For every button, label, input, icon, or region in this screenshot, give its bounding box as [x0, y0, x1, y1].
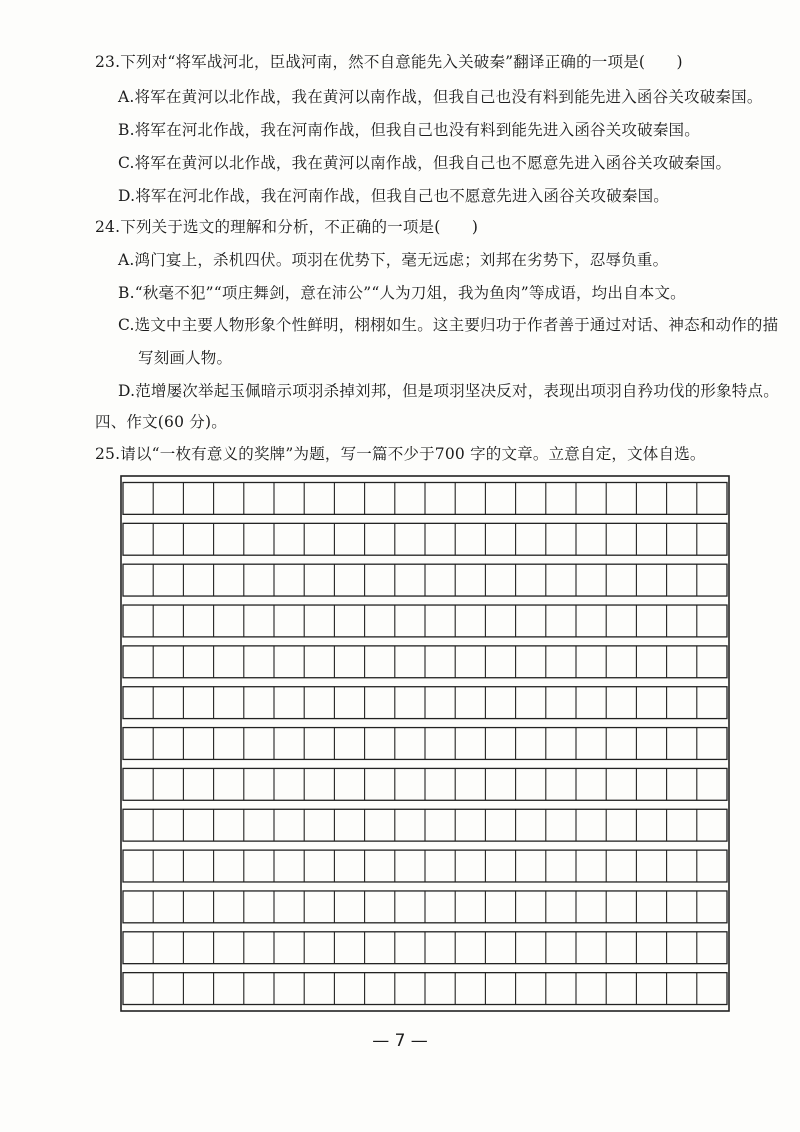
q23-option-c: C.将军在黄河以北作战，我在黄河以南作战，但我自己也不愿意先进入函谷关攻破秦国。 [118, 154, 732, 172]
q24-option-c-line2: 写刻画人物。 [138, 349, 233, 367]
q24-option-b: B.“秋毫不犯”“项庄舞剑，意在沛公”“人为刀俎，我为鱼肉”等成语，均出自本文。 [118, 284, 686, 302]
q23-option-b: B.将军在河北作战，我在河南作战，但我自己也没有料到能先进入函谷关攻破秦国。 [118, 121, 700, 139]
writing-grid-row [123, 646, 727, 678]
writing-grid-row [123, 564, 727, 596]
q24-option-a: A.鸿门宴上，杀机四伏。项羽在优势下，毫无远虑；刘邦在劣势下，忍辱负重。 [118, 251, 669, 269]
q24-option-d: D.范增屡次举起玉佩暗示项羽杀掉刘邦，但是项羽坚决反对，表现出项羽自矜功伐的形象特点。 [118, 382, 779, 400]
page-number: — 7 — [372, 1031, 428, 1051]
writing-grid-svg [120, 475, 730, 1012]
writing-grid-row [123, 891, 727, 923]
writing-grid-row [123, 932, 727, 964]
writing-grid [120, 475, 730, 1012]
section-heading-writing: 四、作文(60 分)。 [95, 413, 227, 431]
writing-grid-row [123, 768, 727, 800]
writing-grid-row [123, 728, 727, 760]
q23-stem: 23.下列对“将军战河北，臣战河南，然不自意能先入关破秦”翻译正确的一项是( ) [95, 53, 683, 71]
q25-prompt: 25.请以“一枚有意义的奖牌”为题，写一篇不少于700 字的文章。立意自定，文体自选。 [95, 445, 706, 463]
writing-grid-row [123, 809, 727, 841]
q23-option-d: D.将军在河北作战，我在河南作战，但我自己也不愿意先进入函谷关攻破秦国。 [118, 187, 670, 205]
writing-grid-row [123, 482, 727, 514]
writing-grid-row [123, 850, 727, 882]
q24-stem: 24.下列关于选文的理解和分析，不正确的一项是( ) [95, 218, 479, 236]
writing-grid-row [123, 973, 727, 1005]
writing-grid-row [123, 523, 727, 555]
writing-grid-row [123, 605, 727, 637]
writing-grid-row [123, 687, 727, 719]
q23-option-a: A.将军在黄河以北作战，我在黄河以南作战，但我自己也没有料到能先进入函谷关攻破秦国。 [118, 88, 763, 106]
q24-option-c-line1: C.选文中主要人物形象个性鲜明，栩栩如生。这主要归功于作者善于通过对话、神态和动作的描 [118, 316, 779, 334]
